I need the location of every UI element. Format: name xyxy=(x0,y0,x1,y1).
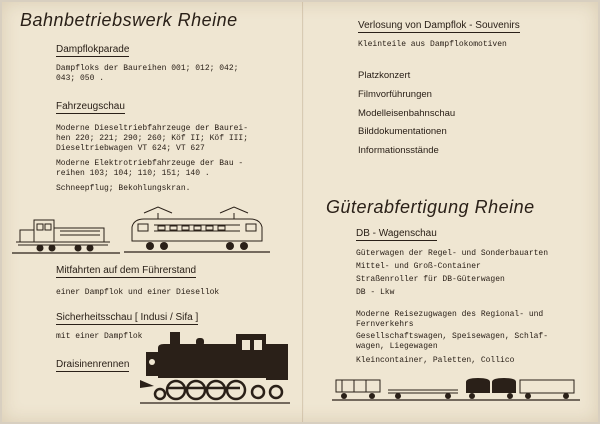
wagenschau-heading: DB - Wagenschau xyxy=(356,228,437,239)
wagenschau-line-2: Mittel- und Groß-Container xyxy=(356,262,481,271)
sicherheitsschau-heading: Sicherheitsschau [ Indusi / Sifa ] xyxy=(56,312,199,323)
dampflokparade-heading: Dampflokparade xyxy=(56,44,130,55)
mitfahrten-line: einer Dampflok und einer Diesellok xyxy=(56,288,220,297)
elektro-line-2: reihen 103; 104; 110; 151; 140 . xyxy=(56,169,210,178)
bw-rheine-title: Bahnbetriebswerk Rheine xyxy=(20,10,238,30)
diesel-line-2: hen 220; 221; 290; 260; Köf II; Köf III; xyxy=(56,134,249,143)
event-informationsstaende: Informationsstände xyxy=(358,145,439,156)
verlosung-line: Kleinteile aus Dampflokomotiven xyxy=(358,40,507,49)
wagenschau-line-1: Güterwagen der Regel- und Sonderbauarten xyxy=(356,249,549,258)
dampflokparade-line-2: 043; 050 . xyxy=(56,74,105,83)
diesel-locomotive-illustration xyxy=(12,214,122,256)
diesel-line-3: Dieseltriebwagen VT 624; VT 627 xyxy=(56,144,205,153)
wagenschau-line-6: Fernverkehrs xyxy=(356,320,414,329)
wagenschau-line-7: Gesellschaftswagen, Speisewagen, Schlaf- xyxy=(356,332,549,341)
event-filmvorfuehrungen: Filmvorführungen xyxy=(358,89,432,100)
wagenschau-line-8: wagen, Liegewagen xyxy=(356,342,438,351)
schneepflug-line: Schneepflug; Bekohlungskran. xyxy=(56,184,191,193)
wagenschau-line-3: Straßenroller für DB-Güterwagen xyxy=(356,275,505,284)
electric-locomotive-illustration xyxy=(124,205,270,257)
center-fold xyxy=(302,2,304,422)
event-platzkonzert: Platzkonzert xyxy=(358,70,411,81)
freight-wagons-illustration xyxy=(332,374,580,404)
event-modelleisenbahnschau: Modelleisenbahnschau xyxy=(358,108,456,119)
verlosung-heading: Verlosung von Dampflok - Souvenirs xyxy=(358,20,520,31)
wagenschau-line-4: DB - Lkw xyxy=(356,288,395,297)
dampflokparade-line-1: Dampfloks der Baureihen 001; 012; 042; xyxy=(56,64,239,73)
wagenschau-line-9: Kleincontainer, Paletten, Collico xyxy=(356,356,515,365)
mitfahrten-heading: Mitfahrten auf dem Führerstand xyxy=(56,265,197,276)
steam-locomotive-illustration xyxy=(140,328,290,410)
elektro-line-1: Moderne Elektrotriebfahrzeuge der Bau - xyxy=(56,159,244,168)
wagenschau-line-5: Moderne Reisezugwagen des Regional- und xyxy=(356,310,544,319)
leaflet-page xyxy=(2,2,598,422)
ga-rheine-title: Güterabfertigung Rheine xyxy=(326,197,535,217)
diesel-line-1: Moderne Dieseltriebfahrzeuge der Baurei- xyxy=(56,124,249,133)
draisinenrennen-heading: Draisinenrennen xyxy=(56,359,130,370)
fahrzeugschau-heading: Fahrzeugschau xyxy=(56,101,125,112)
event-bilddokumentationen: Bilddokumentationen xyxy=(358,126,447,137)
sicherheitsschau-line: mit einer Dampflok xyxy=(56,332,143,341)
